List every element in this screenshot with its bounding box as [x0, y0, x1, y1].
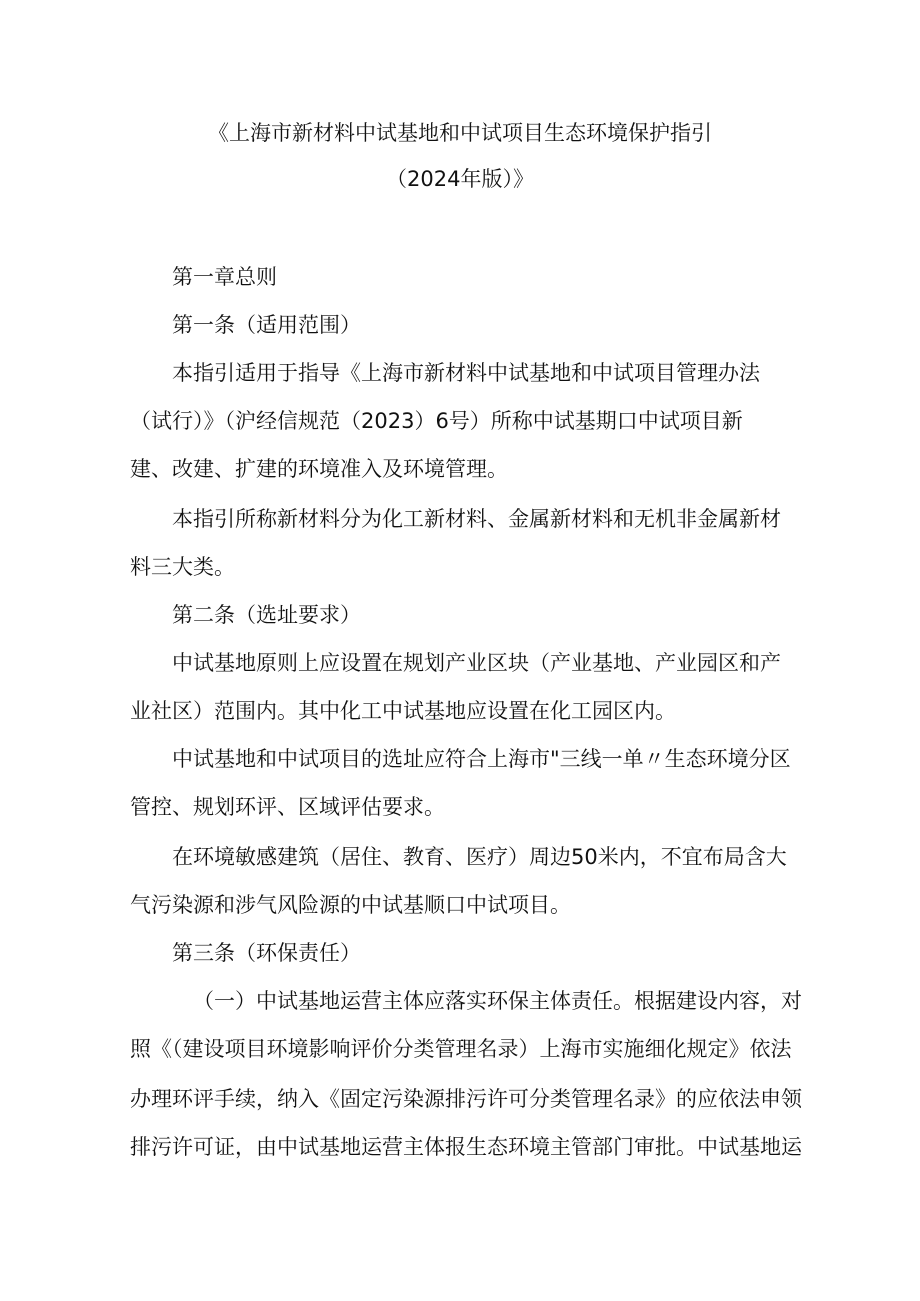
paragraph-line: （试行）》（沪经信规范（2023）6号）所称中试基期口中试项目新 — [130, 409, 743, 433]
article-heading: 第三条（环保责任） — [172, 941, 361, 965]
paragraph-line: 本指引所称新材料分为化工新材料、金属新材料和无机非金属新材 — [172, 507, 781, 531]
chapter-heading: 第一章总则 — [172, 265, 277, 289]
paragraph-line: 建、改建、扩建的环境准入及环境管理。 — [130, 457, 508, 481]
article-heading: 第一条（适用范围） — [172, 313, 361, 337]
paragraph-line: 排污许可证，由中试基地运营主体报生态环境主管部门审批。中试基地运 — [130, 1135, 802, 1159]
paragraph-line: 办理环评手续，纳入《固定污染源排污许可分类管理名录》的应依法申领 — [130, 1087, 802, 1111]
paragraph-line: 中试基地原则上应设置在规划产业区块（产业基地、产业园区和产 — [172, 651, 781, 675]
document-title-line-2: （2024年版）》 — [386, 167, 534, 191]
paragraph-line: 照《（建设项目环境影响评价分类管理名录）上海市实施细化规定》依法 — [130, 1037, 792, 1061]
document-title-line-1: 《上海市新材料中试基地和中试项目生态环境保护指引 — [208, 121, 712, 145]
paragraph-line: 气污染源和涉气风险源的中试基顺口中试项目。 — [130, 893, 571, 917]
paragraph-line: 本指引适用于指导《上海市新材料中试基地和中试项目管理办法 — [172, 361, 760, 385]
article-heading: 第二条（选址要求） — [172, 603, 361, 627]
paragraph-line: 料三大类。 — [130, 555, 235, 579]
paragraph-line: （一）中试基地运营主体应落实环保主体责任。根据建设内容，对 — [193, 989, 802, 1013]
paragraph-line: 业社区）范围内。其中化工中试基地应设置在化工园区内。 — [130, 699, 676, 723]
paragraph-line: 管控、规划环评、区域评估要求。 — [130, 795, 445, 819]
paragraph-line: 在环境敏感建筑（居住、教育、医疗）周边50米内，不宜布局含大 — [172, 845, 787, 869]
paragraph-line: 中试基地和中试项目的选址应符合上海市"三线一单〃生态环境分区 — [172, 747, 791, 771]
